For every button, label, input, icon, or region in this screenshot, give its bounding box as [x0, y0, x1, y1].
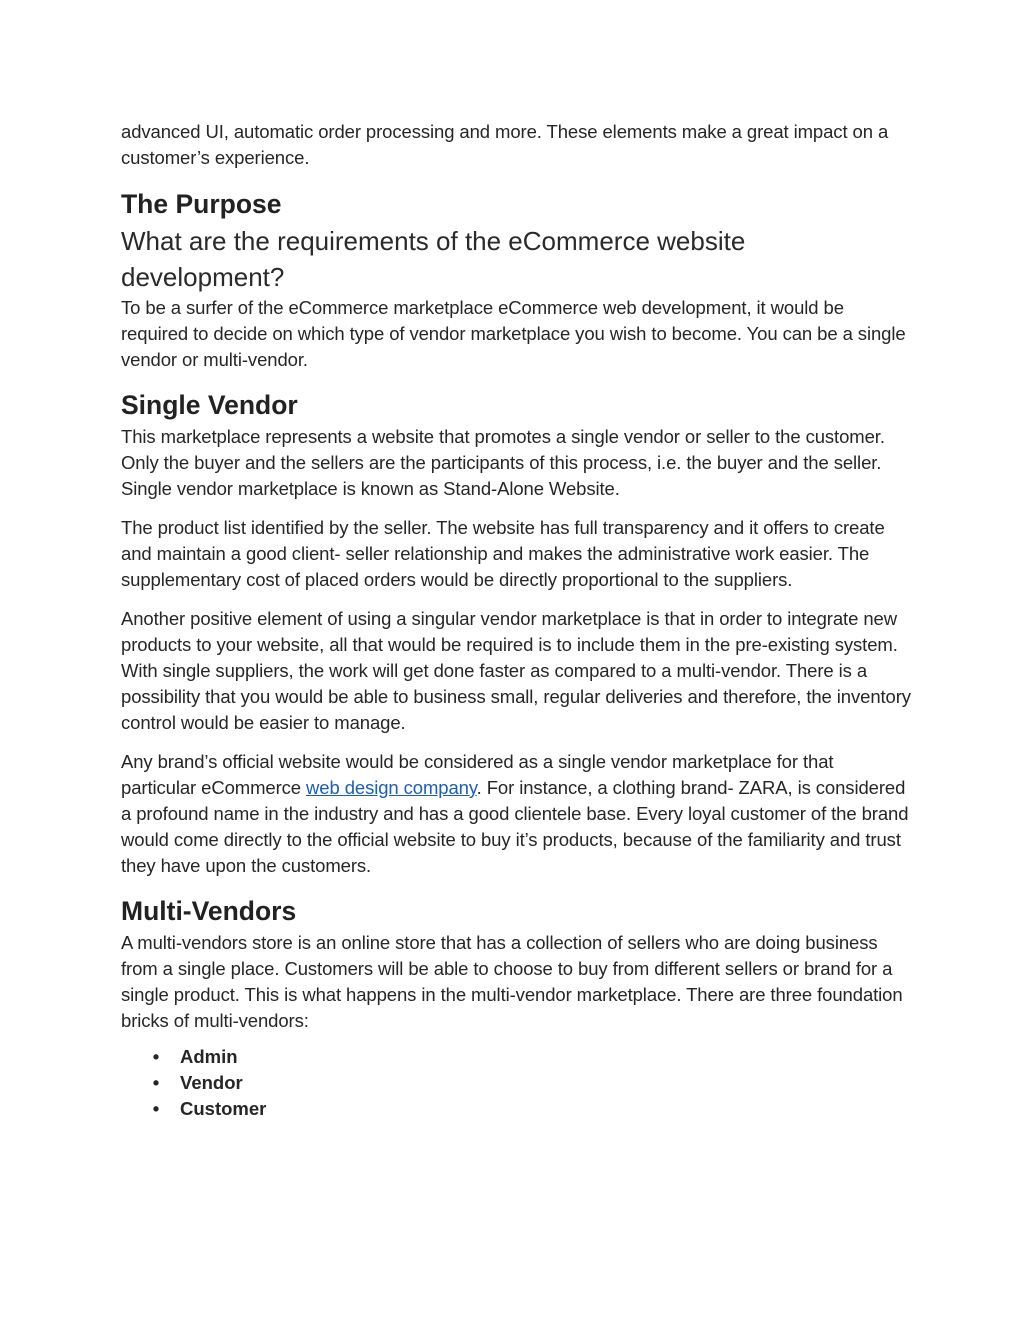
- intro-paragraph: advanced UI, automatic order processing and more. These elements make a great impact on a customer’s experience.: [121, 121, 889, 168]
- list-item-label: Customer: [180, 1098, 267, 1119]
- purpose-heading: The Purpose: [121, 189, 282, 219]
- list-item: [152, 1070, 911, 1096]
- purpose-subheading: What are the requirements of the eCommerce website development?: [121, 226, 746, 292]
- list-item-label: Vendor: [180, 1072, 243, 1093]
- list-item: [152, 1044, 911, 1070]
- paragraph-text: Any brand’s official website would be considered as a single vendor marketplace for that particular eCommerce: [121, 751, 834, 798]
- single-vendor-paragraph-4: [121, 749, 911, 879]
- multi-vendors-paragraph: A multi-vendors store is an online store that has a collection of sellers who are doing business from a single place. Customers will be able to choose to buy from different sellers or brand for a single product. This is what happens in the multi-vendor marketplace. There are three foundation bricks of multi-vendors:: [121, 932, 903, 1031]
- document-page: [121, 119, 911, 1122]
- bullet-icon: •: [152, 1046, 160, 1067]
- web-design-company-link[interactable]: web design company: [306, 777, 477, 798]
- foundation-bricks-list: [121, 1044, 911, 1122]
- bullet-icon: •: [152, 1098, 160, 1119]
- purpose-paragraph: To be a surfer of the eCommerce marketplace eCommerce web development, it would be required to decide on which type of vendor marketplace you wish to become. You can be a single vendor or multi-vendor.: [121, 297, 906, 370]
- single-vendor-heading: Single Vendor: [121, 390, 298, 420]
- bullet-icon: •: [152, 1072, 160, 1093]
- single-vendor-paragraph-1: This marketplace represents a website that promotes a single vendor or seller to the customer. Only the buyer and the sellers are the participants of this process, i.e. the buyer and the seller. Single vendor marketplace is known as Stand-Alone Website.: [121, 426, 885, 499]
- list-item: [152, 1096, 911, 1122]
- paragraph-text: . For instance, a clothing brand- ZARA, is considered a profound name in the industry and has a good clientele base. Every loyal customer of the brand would come directly to the official website to buy it’s products, because of the familiarity and trust they have upon the customers.: [121, 777, 909, 876]
- single-vendor-paragraph-3: Another positive element of using a singular vendor marketplace is that in order to integrate new products to your website, all that would be required is to include them in the pre-existing system. With single suppliers, the work will get done faster as compared to a multi-vendor. There is a possibility that you would be able to business small, regular deliveries and therefore, the inventory control would be easier to manage.: [121, 608, 911, 733]
- list-item-label: Admin: [180, 1046, 238, 1067]
- multi-vendors-heading: Multi-Vendors: [121, 896, 297, 926]
- single-vendor-paragraph-2: The product list identified by the seller. The website has full transparency and it offers to create and maintain a good client- seller relationship and makes the administrative work easier. The supplementary cost of placed orders would be directly proportional to the suppliers.: [121, 517, 885, 590]
